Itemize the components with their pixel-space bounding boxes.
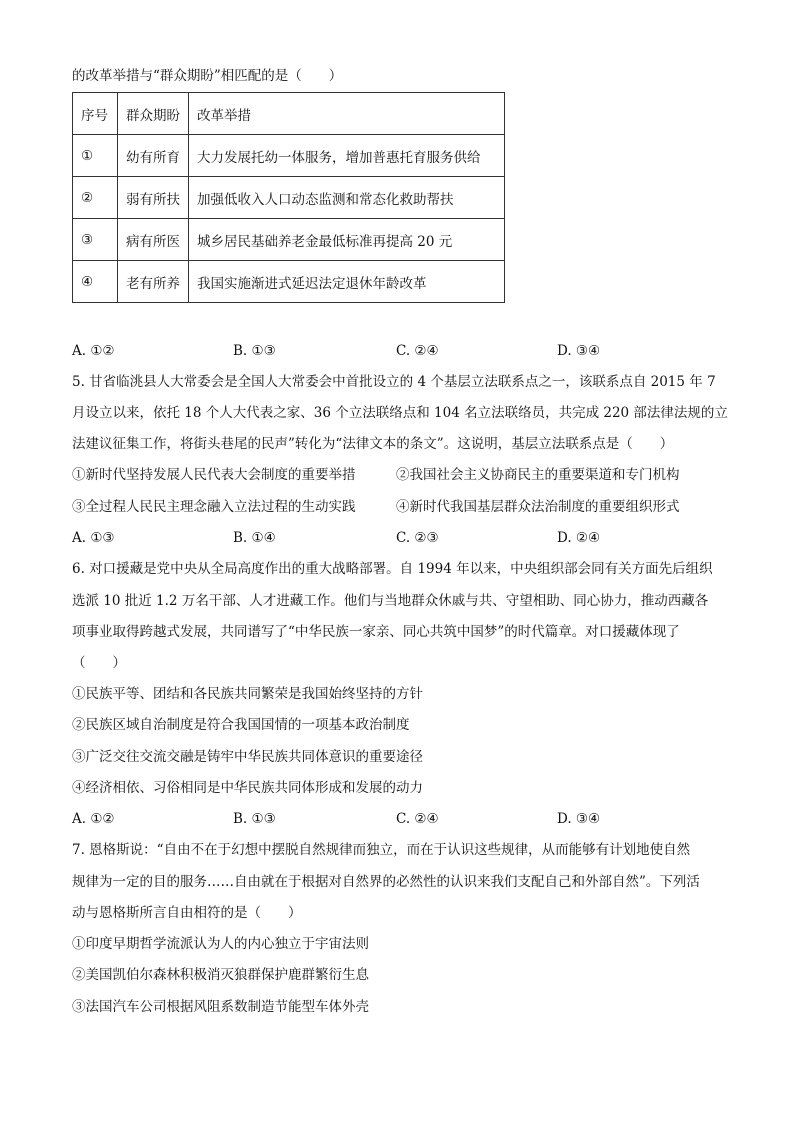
table-row xyxy=(73,135,505,177)
table-row xyxy=(73,261,505,303)
q5-option-c: C. ②③ xyxy=(396,530,439,546)
q7-stem-line: 规律为一定的目的服务……自由就在于根据对自然界的必然性的认识来我们支配自己和外部自然”。下列活 xyxy=(72,874,700,890)
q6-statement: ①民族平等、团结和各民族共同繁荣是我国始终坚持的方针 xyxy=(72,686,423,702)
q5-statement: ①新时代坚持发展人民代表大会制度的重要举措 xyxy=(72,467,356,483)
q7-stem-line: 7. 恩格斯说：“自由不在于幻想中摆脱自然规律而独立，而在于认识这些规律，从而能够有计划地使自然 xyxy=(72,842,691,858)
q6-option-d: D. ③④ xyxy=(557,811,601,827)
q6-stem-line: 选派 10 批近 1.2 万名干部、人才进藏工作。他们与当地群众休戚与共、守望相助、同心协力，推动西藏各 xyxy=(72,593,709,609)
row-expectation: 幼有所育 xyxy=(118,135,189,177)
row-index: ④ xyxy=(73,261,118,303)
q4-option-d: D. ③④ xyxy=(557,343,601,359)
q6-option-b: B. ①③ xyxy=(233,811,276,827)
row-index: ② xyxy=(73,177,118,219)
q7-statement: ③法国汽车公司根据风阻系数制造节能型车体外壳 xyxy=(72,999,369,1015)
q7-stem-line: 动与恩格斯所言自由相符的是（ ） xyxy=(72,905,302,921)
q5-stem-line: 5. 甘省临洮县人大常委会是全国人大常委会中首批设立的 4 个基层立法联系点之一，该联系点自 2015 年 7 xyxy=(72,374,716,390)
row-measure: 大力发展托幼一体服务，增加普惠托育服务供给 xyxy=(189,135,505,177)
q6-stem-line: 项事业取得跨越式发展，共同谱写了“中华民族一家亲、同心共筑中国梦”的时代篇章。对口援藏体现了 xyxy=(72,624,680,640)
row-expectation: 病有所医 xyxy=(118,219,189,261)
q6-stem-line: （ ） xyxy=(72,655,126,671)
q5-option-b: B. ①④ xyxy=(233,530,276,546)
header-expectation: 群众期盼 xyxy=(118,93,189,135)
q5-statement: ④新时代我国基层群众法治制度的重要组织形式 xyxy=(396,499,680,515)
q7-statement: ①印度早期哲学流派认为人的内心独立于宇宙法则 xyxy=(72,936,369,952)
q6-statement: ③广泛交往交流交融是铸牢中华民族共同体意识的重要途径 xyxy=(72,749,423,765)
table-header-row xyxy=(73,93,505,135)
q4-option-c: C. ②④ xyxy=(396,343,439,359)
q6-option-a: A. ①② xyxy=(72,811,115,827)
q5-stem-line: 法建议征集工作，将街头巷尾的民声”转化为“法律文本的条文”。这说明，基层立法联系点是（ ） xyxy=(72,436,674,452)
row-expectation: 老有所养 xyxy=(118,261,189,303)
q5-statement: ③全过程人民民主理念融入立法过程的生动实践 xyxy=(72,499,356,515)
table-row xyxy=(73,177,505,219)
row-index: ① xyxy=(73,135,118,177)
row-measure: 城乡居民基础养老金最低标准再提高 20 元 xyxy=(189,219,505,261)
row-measure: 加强低收入人口动态监测和常态化救助帮扶 xyxy=(189,177,505,219)
row-expectation: 弱有所扶 xyxy=(118,177,189,219)
q4-option-a: A. ①② xyxy=(72,343,115,359)
table-row xyxy=(73,219,505,261)
q6-option-c: C. ②④ xyxy=(396,811,439,827)
header-measure: 改革举措 xyxy=(189,93,505,135)
q5-statement: ②我国社会主义协商民主的重要渠道和专门机构 xyxy=(396,467,680,483)
reform-table xyxy=(72,92,505,303)
q4-stem: 的改革举措与“群众期盼”相匹配的是（ ） xyxy=(72,68,343,84)
header-index: 序号 xyxy=(73,93,118,135)
q6-statement: ④经济相依、习俗相同是中华民族共同体形成和发展的动力 xyxy=(72,780,423,796)
q7-statement: ②美国凯伯尔森林积极消灭狼群保护鹿群繁衍生息 xyxy=(72,967,369,983)
q5-option-d: D. ②④ xyxy=(557,530,601,546)
row-index: ③ xyxy=(73,219,118,261)
q5-option-a: A. ①③ xyxy=(72,530,115,546)
q4-option-b: B. ①③ xyxy=(233,343,276,359)
row-measure: 我国实施渐进式延迟法定退休年龄改革 xyxy=(189,261,505,303)
q6-statement: ②民族区域自治制度是符合我国国情的一项基本政治制度 xyxy=(72,717,410,733)
q5-stem-line: 月设立以来，依托 18 个人大代表之家、36 个立法联络点和 104 名立法联络员，共完成 220 部法律法规的立 xyxy=(72,405,728,421)
q6-stem-line: 6. 对口援藏是党中央从全局高度作出的重大战略部署。自 1994 年以来，中央组织部会同有关方面先后组织 xyxy=(72,561,713,577)
